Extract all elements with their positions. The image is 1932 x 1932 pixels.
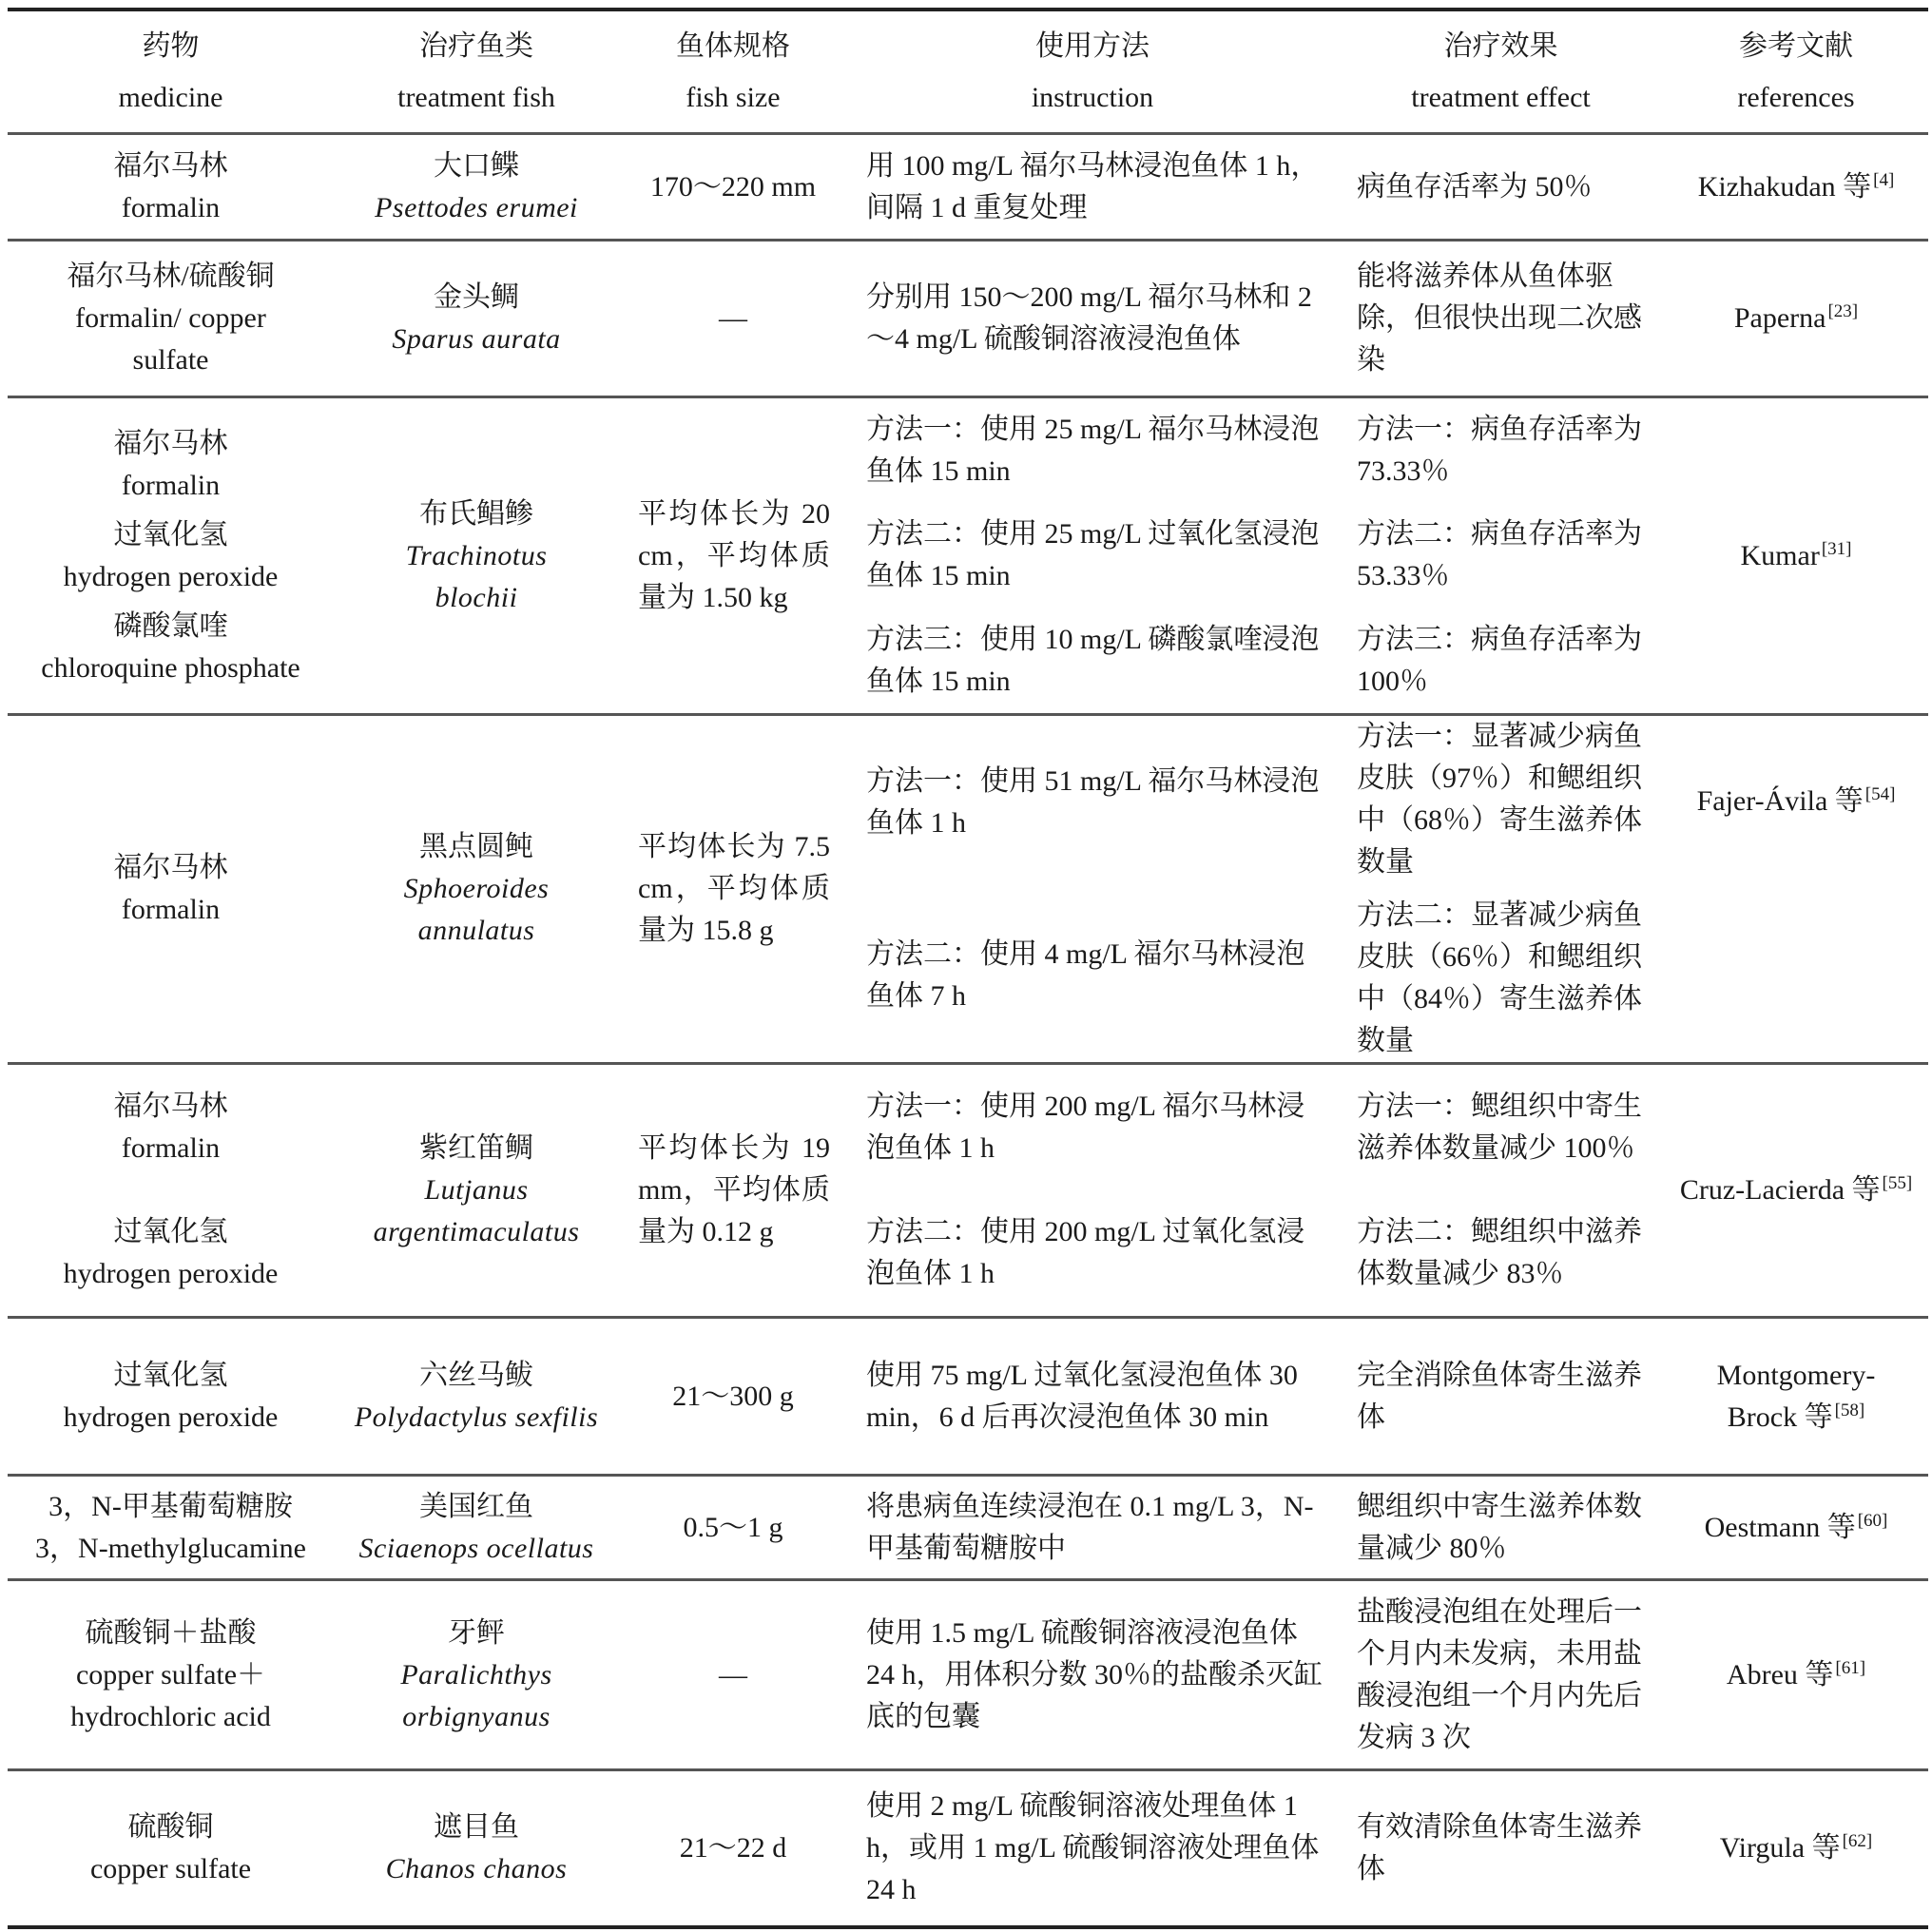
citation-number: [62] — [1842, 1831, 1873, 1851]
header-size: 鱼体规格 fish size — [676, 29, 790, 113]
table-row — [8, 1771, 1928, 1925]
size-cell: 21～22 d — [679, 1832, 787, 1864]
size-cell: — — [719, 1658, 747, 1690]
fish-cell: 紫红笛鲷 Lutjanus argentimaculatus — [373, 1132, 580, 1247]
medicine-cell: 福尔马林 formalin — [113, 149, 228, 223]
table-row — [8, 1319, 1928, 1477]
effect-cell: 方法一：病鱼存活率为 73.33％ 方法二：病鱼存活率为 53.33％ 方法三：病鱼存活率为 100％ — [1357, 414, 1642, 697]
header-fish: 治疗鱼类 treatment fish — [397, 29, 555, 113]
instruction-cell: 方法一：使用 200 mg/L 福尔马林浸泡鱼体 1 h 方法二：使用 200 mg/L 过氧化氢浸泡鱼体 1 h — [866, 1091, 1305, 1289]
citation-number: [55] — [1882, 1173, 1913, 1193]
fish-cell: 牙鲆 Paralichthys orbignyanus — [400, 1616, 552, 1732]
citation-number: [4] — [1873, 169, 1895, 190]
effect-cell: 鳃组织中寄生滋养体数量减少 80％ — [1357, 1490, 1642, 1564]
table-row — [8, 242, 1928, 398]
reference-cell: Montgomery-Brock 等 [58] — [1716, 1359, 1876, 1433]
fish-cell: 布氏鲳鲹 Trachinotus blochii — [405, 497, 548, 613]
table-row — [8, 716, 1928, 1065]
medicine-cell: 3，N-甲基葡萄糖胺 3，N-methylglucamine — [35, 1490, 306, 1564]
treatment-table — [8, 8, 1928, 1929]
table-row — [8, 135, 1928, 242]
instruction-cell: 用 100 mg/L 福尔马林浸泡鱼体 1 h，间隔 1 d 重复处理 — [866, 149, 1320, 223]
citation-number: [61] — [1835, 1657, 1866, 1678]
header-effect: 治疗效果 treatment effect — [1411, 29, 1591, 113]
size-cell: — — [719, 302, 747, 334]
effect-cell: 盐酸浸泡组在处理后一个月内未发病，未用盐酸浸泡组一个月内先后发病 3 次 — [1357, 1595, 1642, 1753]
size-cell: 平均体长为 19 mm，平均体质量为 0.12 g — [638, 1132, 830, 1247]
header-references: 参考文献 references — [1737, 29, 1855, 113]
reference-cell: Kizhakudan 等 [4] — [1697, 169, 1895, 203]
table-row — [8, 1477, 1928, 1581]
citation-number: [60] — [1857, 1510, 1888, 1531]
effect-cell: 有效清除鱼体寄生滋养体 — [1357, 1811, 1642, 1884]
effect-cell: 方法一：鳃组织中寄生滋养体数量减少 100％ 方法二：鳃组织中滋养体数量减少 83％ — [1357, 1091, 1642, 1289]
instruction-cell: 使用 1.5 mg/L 硫酸铜溶液浸泡鱼体 24 h，用体积分数 30％的盐酸杀灭缸底的包囊 — [866, 1616, 1323, 1732]
effect-cell: 方法一：显著减少病鱼皮肤（97％）和鳃组织中（68％）寄生滋养体数量 方法二：显著减少病鱼皮肤（66％）和鳃组织中（84％）寄生滋养体数量 — [1357, 721, 1642, 1056]
citation-number: [58] — [1834, 1400, 1865, 1420]
medicine-cell: 硫酸铜 copper sulfate — [89, 1811, 252, 1884]
instruction-cell: 使用 75 mg/L 过氧化氢浸泡鱼体 30 min，6 d 后再次浸泡鱼体 30 min — [866, 1359, 1298, 1433]
reference-cell: Paperna [23] — [1733, 301, 1859, 334]
fish-cell: 六丝马鲅 Polydactylus sexfilis — [354, 1359, 599, 1433]
medicine-cell: 福尔马林 formalin 过氧化氢 hydrogen peroxide 磷酸氯喹 chloroquine phosphate — [41, 427, 300, 684]
instruction-cell: 方法一：使用 25 mg/L 福尔马林浸泡鱼体 15 min 方法二：使用 25 mg/L 过氧化氢浸泡鱼体 15 min 方法三：使用 10 mg/L 磷酸氯喹浸泡鱼体 15 min — [866, 414, 1320, 697]
medicine-cell: 福尔马林 formalin — [113, 852, 228, 925]
medicine-cell: 福尔马林 formalin 过氧化氢 hydrogen peroxide — [63, 1091, 279, 1289]
reference-cell: Virgula 等 [62] — [1719, 1831, 1873, 1864]
size-cell: 平均体长为 7.5 cm，平均体质量为 15.8 g — [638, 831, 830, 946]
fish-cell: 美国红鱼 Sciaenops ocellatus — [358, 1490, 594, 1564]
reference-cell: Fajer-Ávila 等 [54] — [1696, 784, 1896, 817]
instruction-cell: 使用 2 mg/L 硫酸铜溶液处理鱼体 1 h，或用 1 mg/L 硫酸铜溶液处理鱼体 24 h — [866, 1790, 1320, 1905]
instruction-cell: 方法一：使用 51 mg/L 福尔马林浸泡鱼体 1 h 方法二：使用 4 mg/L 福尔马林浸泡鱼体 7 h — [866, 765, 1320, 1012]
table-row — [8, 1065, 1928, 1319]
medicine-cell: 硫酸铜＋盐酸 copper sulfate＋ hydrochloric acid — [70, 1616, 271, 1732]
citation-number: [23] — [1827, 301, 1859, 321]
reference-cell: Cruz-Lacierda 等 [55] — [1679, 1173, 1913, 1206]
header-instruction: 使用方法 instruction — [1031, 29, 1154, 113]
medicine-cell: 福尔马林/硫酸铜 formalin/ copper sulfate — [67, 261, 275, 376]
effect-cell: 能将滋养体从鱼体驱除，但很快出现二次感染 — [1357, 261, 1642, 376]
reference-cell: Oestmann 等 [60] — [1704, 1510, 1888, 1543]
size-cell: 0.5～1 g — [683, 1511, 783, 1543]
citation-number: [31] — [1821, 538, 1852, 559]
size-cell: 21～300 g — [672, 1380, 794, 1412]
size-cell: 平均体长为 20 cm，平均体质量为 1.50 kg — [638, 497, 830, 613]
size-cell: 170～220 mm — [649, 170, 817, 203]
fish-cell: 金头鲷 Sparus aurata — [392, 281, 561, 355]
effect-cell: 病鱼存活率为 50％ — [1357, 170, 1593, 203]
fish-cell: 遮目鱼 Chanos chanos — [385, 1811, 568, 1884]
instruction-cell: 分别用 150～200 mg/L 福尔马林和 2～4 mg/L 硫酸铜溶液浸泡鱼体 — [866, 281, 1312, 355]
table-row — [8, 398, 1928, 716]
effect-cell: 完全消除鱼体寄生滋养体 — [1357, 1359, 1642, 1433]
citation-number: [54] — [1864, 784, 1896, 804]
table-header — [8, 11, 1928, 135]
reference-cell: Abreu 等 [61] — [1726, 1657, 1866, 1690]
medicine-cell: 过氧化氢 hydrogen peroxide — [63, 1359, 279, 1433]
reference-cell: Kumar [31] — [1740, 538, 1852, 571]
fish-cell: 黑点圆鲀 Sphoeroides annulatus — [403, 831, 550, 946]
header-medicine: 药物 medicine — [118, 29, 223, 113]
instruction-cell: 将患病鱼连续浸泡在 0.1 mg/L 3，N-甲基葡萄糖胺中 — [866, 1490, 1314, 1564]
fish-cell: 大口鲽 Psettodes erumei — [375, 149, 578, 223]
table-row — [8, 1581, 1928, 1771]
